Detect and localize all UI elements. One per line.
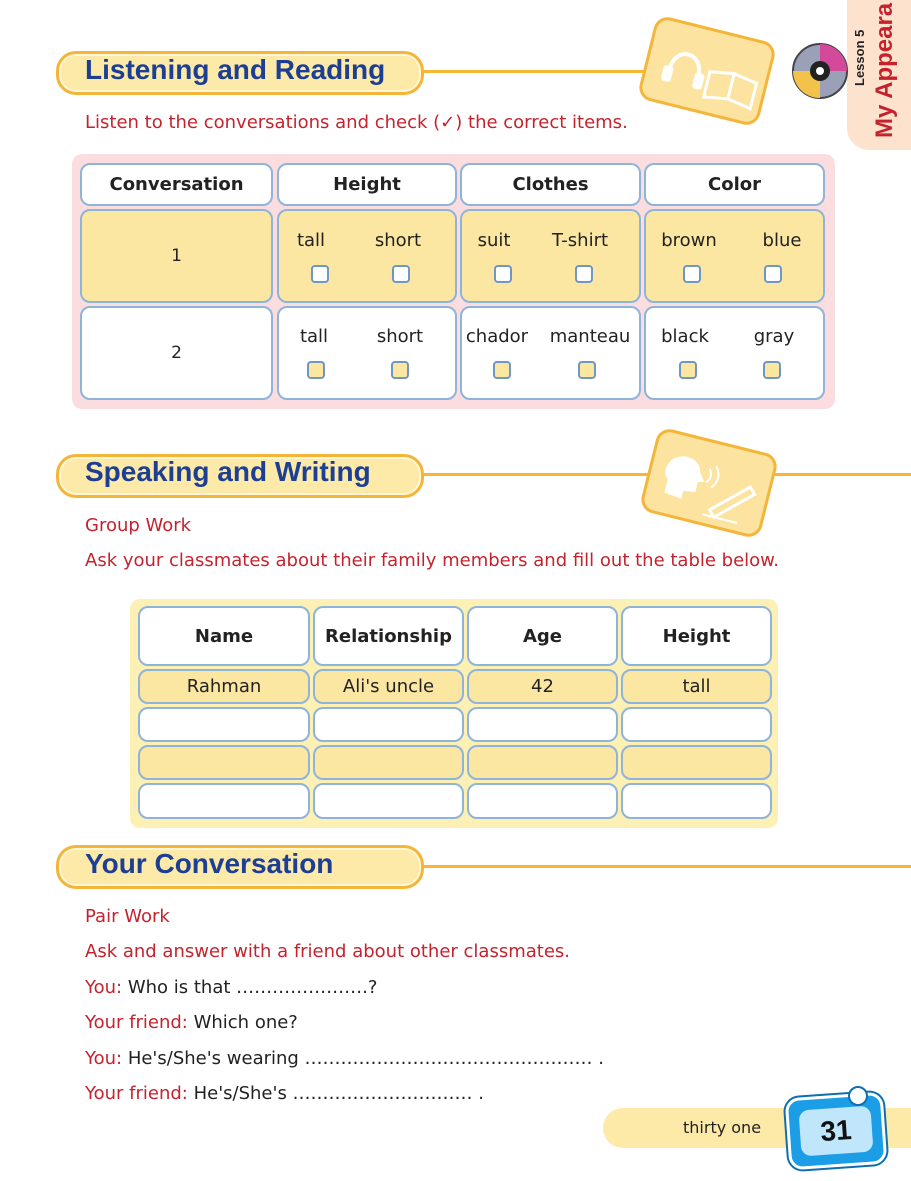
- table-cell-relationship[interactable]: [313, 745, 464, 780]
- speaker-label: Your friend:: [85, 1012, 188, 1033]
- option-label: manteau: [549, 326, 631, 347]
- table-cell-age[interactable]: [467, 745, 618, 780]
- table-cell-height[interactable]: [621, 745, 772, 780]
- table-header-relationship: Relationship: [313, 606, 464, 666]
- option-label: chador: [465, 326, 529, 347]
- line-text: Who is that ………………….?: [122, 977, 378, 998]
- pair-work-label: Pair Work: [85, 906, 170, 927]
- headphones-book-icon: [636, 14, 777, 127]
- speaker-label: Your friend:: [85, 1083, 188, 1104]
- listening-instruction: Listen to the conversations and check (✓) the correct items.: [85, 112, 628, 133]
- table-header-name: Name: [138, 606, 310, 666]
- checkbox-1-tall[interactable]: [311, 265, 329, 283]
- table-header-height: Height: [621, 606, 772, 666]
- table-cell-relationship: Ali's uncle: [313, 669, 464, 704]
- page-number: 31: [798, 1106, 873, 1157]
- table-cell-height: tall: [621, 669, 772, 704]
- line-text: He's/She's wearing ………………………………………… .: [122, 1048, 604, 1069]
- section-title-listening: Listening and Reading: [85, 54, 386, 85]
- section-divider: [400, 473, 650, 476]
- line-text: He's/She's ………………………… .: [187, 1083, 484, 1104]
- table-cell-relationship[interactable]: [313, 783, 464, 819]
- table-cell-relationship[interactable]: [313, 707, 464, 742]
- conversation-line: [85, 1083, 484, 1104]
- option-label: blue: [762, 230, 802, 251]
- checkbox-2-manteau[interactable]: [578, 361, 596, 379]
- cd-icon: [791, 42, 849, 100]
- checkbox-1-suit[interactable]: [494, 265, 512, 283]
- table-header-age: Age: [467, 606, 618, 666]
- color-options-cell: [644, 306, 825, 400]
- conversation-line: [85, 1012, 298, 1033]
- option-label: tall: [299, 326, 329, 347]
- option-label: brown: [661, 230, 717, 251]
- speaking-writing-icon: [638, 426, 779, 539]
- option-label: short: [374, 230, 422, 251]
- checkbox-1-tshirt[interactable]: [575, 265, 593, 283]
- lesson-title: My Appeara: [871, 2, 898, 138]
- height-options-cell: [277, 306, 457, 400]
- height-options-cell: [277, 209, 457, 303]
- line-text: Which one?: [187, 1012, 298, 1033]
- option-label: T-shirt: [551, 230, 609, 251]
- section-title-speaking: Speaking and Writing: [85, 456, 371, 487]
- page-number-badge: [785, 1092, 888, 1171]
- checkbox-2-black[interactable]: [679, 361, 697, 379]
- color-options-cell: [644, 209, 825, 303]
- conversation-line: [85, 1048, 604, 1069]
- section-title-conversation: Your Conversation: [85, 848, 334, 879]
- group-work-label: Group Work: [85, 515, 192, 536]
- checkbox-1-brown[interactable]: [683, 265, 701, 283]
- lesson-label: Lesson 5: [852, 29, 867, 86]
- section-divider: [400, 865, 911, 868]
- table-header-conversation: Conversation: [80, 163, 273, 206]
- table-header-height: Height: [277, 163, 457, 206]
- option-label: tall: [296, 230, 326, 251]
- page-number-words: thirty one: [683, 1118, 762, 1137]
- option-label: suit: [477, 230, 511, 251]
- table-header-color: Color: [644, 163, 825, 206]
- table-cell-name: Rahman: [138, 669, 310, 704]
- checkbox-2-short[interactable]: [391, 361, 409, 379]
- section-divider: [770, 473, 911, 476]
- checkbox-1-blue[interactable]: [764, 265, 782, 283]
- speaking-instruction: Ask your classmates about their family members and fill out the table below.: [85, 550, 779, 571]
- table-cell-name[interactable]: [138, 745, 310, 780]
- checkbox-2-tall[interactable]: [307, 361, 325, 379]
- table-cell-age: 42: [467, 669, 618, 704]
- option-label: black: [661, 326, 709, 347]
- section-divider: [400, 70, 648, 73]
- table-cell-height[interactable]: [621, 783, 772, 819]
- badge-dot-icon: [848, 1086, 868, 1106]
- speaker-label: You:: [85, 977, 123, 998]
- table-cell-age[interactable]: [467, 783, 618, 819]
- table-cell-name[interactable]: [138, 783, 310, 819]
- checkbox-1-short[interactable]: [392, 265, 410, 283]
- table-cell-name[interactable]: [138, 707, 310, 742]
- option-label: short: [376, 326, 424, 347]
- checkbox-2-gray[interactable]: [763, 361, 781, 379]
- clothes-options-cell: [460, 209, 641, 303]
- conversation-instruction: Ask and answer with a friend about other classmates.: [85, 941, 570, 962]
- speaker-label: You:: [85, 1048, 123, 1069]
- conversation-number: 2: [80, 306, 273, 400]
- table-header-clothes: Clothes: [460, 163, 641, 206]
- table-cell-age[interactable]: [467, 707, 618, 742]
- conversation-line: [85, 977, 377, 998]
- option-label: gray: [753, 326, 795, 347]
- conversation-number: 1: [80, 209, 273, 303]
- clothes-options-cell: [460, 306, 641, 400]
- table-cell-height[interactable]: [621, 707, 772, 742]
- checkbox-2-chador[interactable]: [493, 361, 511, 379]
